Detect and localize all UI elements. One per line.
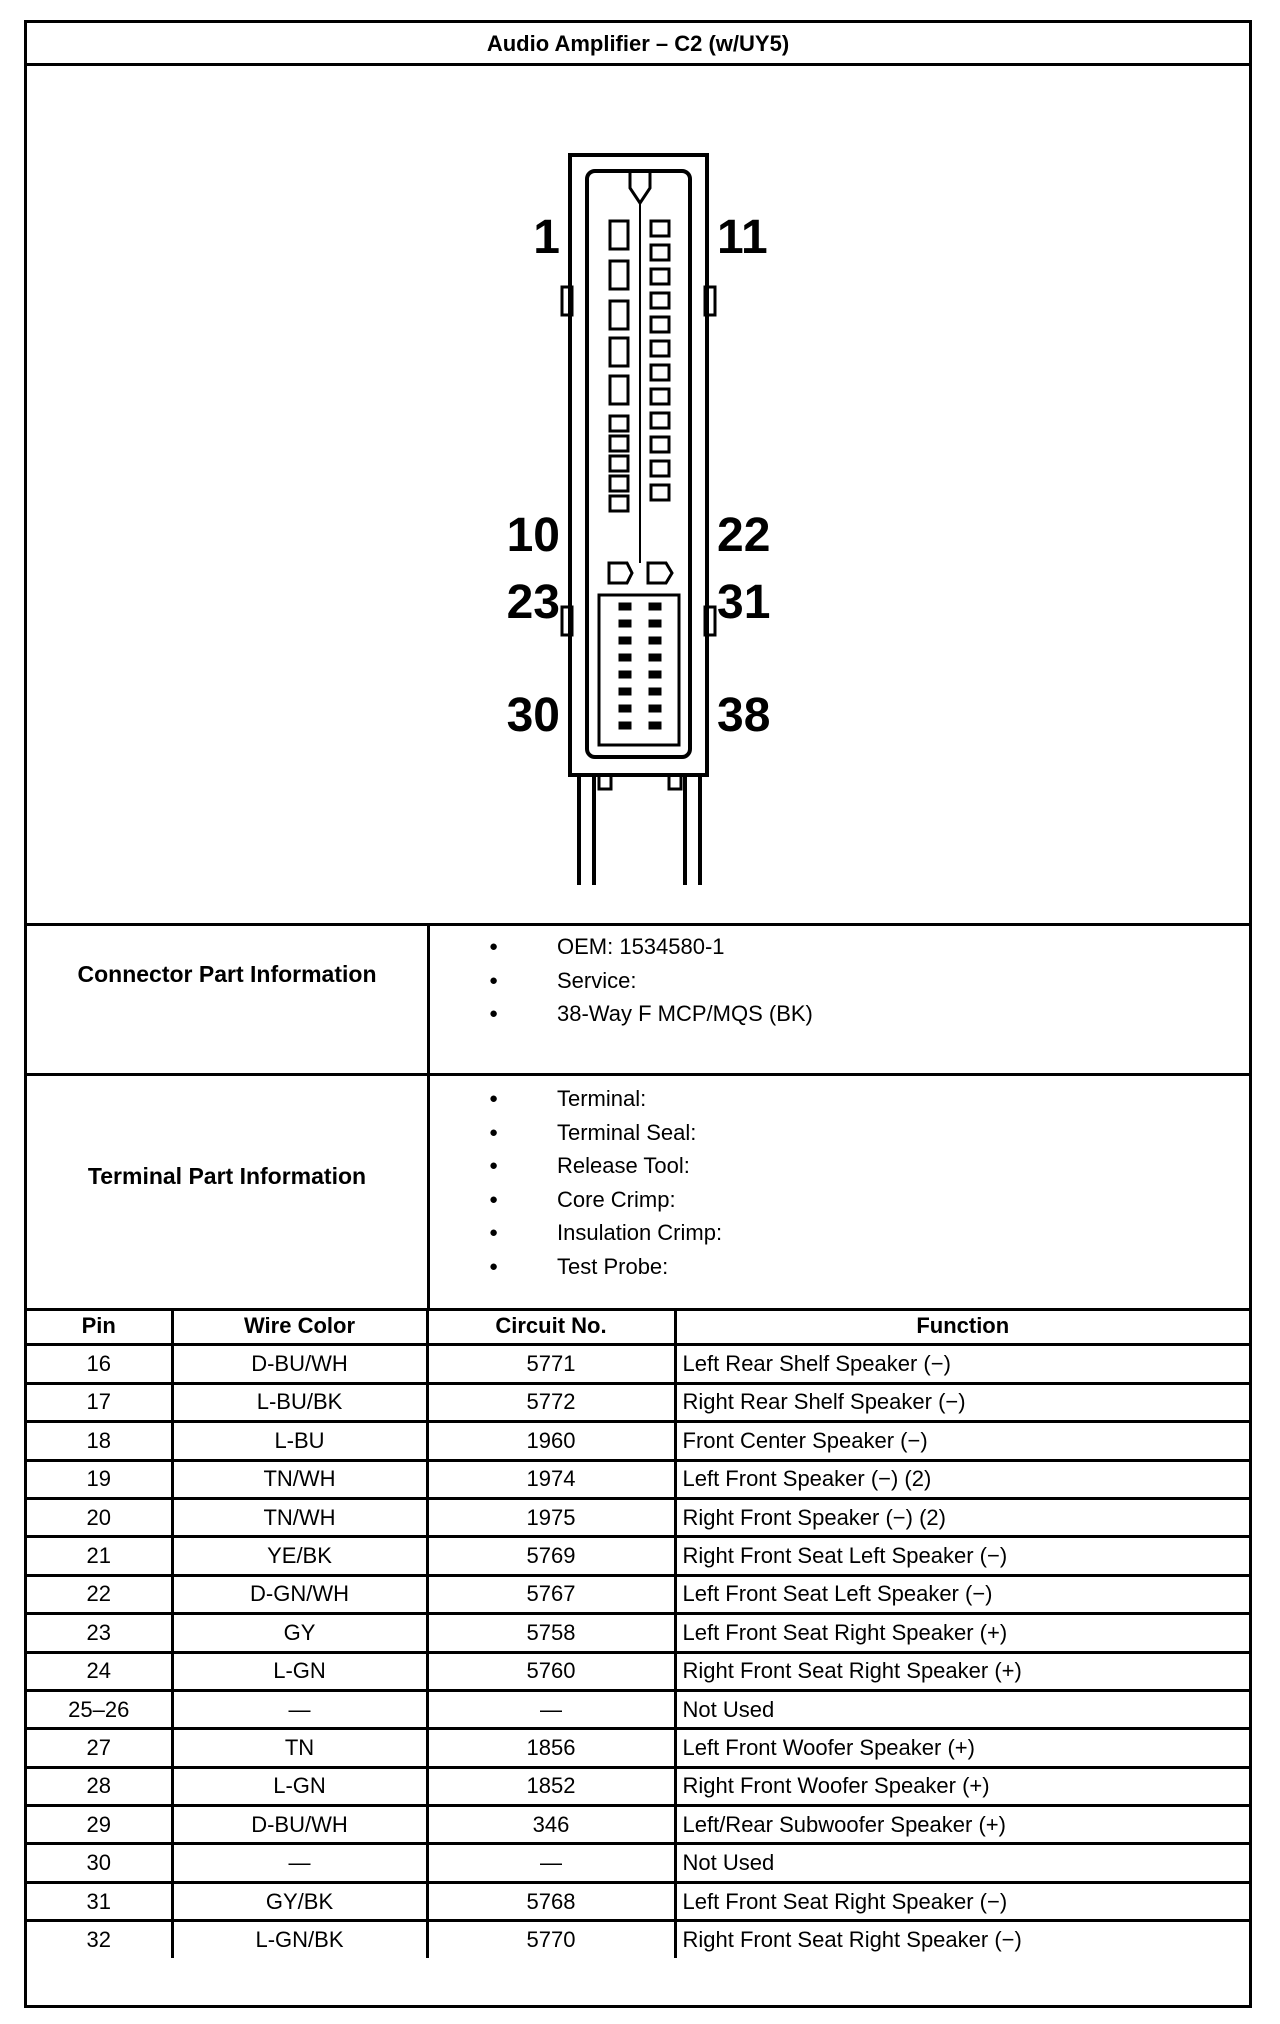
- pin-label-11: 11: [717, 211, 768, 264]
- cavity: [610, 416, 628, 431]
- wire-color-cell: L-BU/BK: [172, 1383, 427, 1421]
- pin-cell: 24: [27, 1652, 172, 1690]
- cavity: [651, 413, 669, 428]
- circuit-cell: 346: [427, 1806, 675, 1844]
- connector-info-list: [477, 930, 813, 1031]
- cavity: [649, 688, 661, 695]
- cavity: [651, 485, 669, 500]
- pin-header: Pin: [27, 1308, 172, 1345]
- cavity: [619, 722, 631, 729]
- function-header: Function: [675, 1308, 1249, 1345]
- table-row: [27, 1614, 1249, 1652]
- function-cell: Left Front Seat Right Speaker (−): [675, 1882, 1249, 1920]
- pin-label-22: 22: [717, 509, 771, 562]
- pin-cell: 21: [27, 1537, 172, 1575]
- cavity: [610, 496, 628, 511]
- pin-cell: 25–26: [27, 1690, 172, 1728]
- cavity: [619, 705, 631, 712]
- pin-cell: 16: [27, 1345, 172, 1383]
- circuit-cell: 5771: [427, 1345, 675, 1383]
- info-bullet-item: ● Test Probe:: [477, 1250, 722, 1284]
- table-row: [27, 1921, 1249, 1958]
- info-bullet-item: ● Terminal:: [477, 1082, 722, 1116]
- pin-cell: 18: [27, 1422, 172, 1460]
- cavity: [651, 341, 669, 356]
- connector-drawing: [27, 63, 1249, 923]
- divider: [27, 923, 1249, 926]
- info-bullet-item: ● Core Crimp:: [477, 1183, 722, 1217]
- table-row: [27, 1729, 1249, 1767]
- info-bullet-item: ● OEM: 1534580-1: [477, 930, 813, 964]
- cavity: [649, 722, 661, 729]
- cavity: [651, 269, 669, 284]
- cavity: [651, 437, 669, 452]
- table-row: [27, 1422, 1249, 1460]
- table-row: [27, 1575, 1249, 1613]
- circuit-cell: 1974: [427, 1460, 675, 1498]
- cavity: [610, 476, 628, 491]
- function-cell: Left Front Speaker (−) (2): [675, 1460, 1249, 1498]
- table-row: [27, 1882, 1249, 1920]
- pin-label-30: 30: [506, 689, 560, 742]
- pin-cell: 23: [27, 1614, 172, 1652]
- pin-cell: 28: [27, 1767, 172, 1805]
- table-row: [27, 1498, 1249, 1536]
- pin-table: [27, 1308, 1249, 1958]
- function-cell: Right Front Seat Right Speaker (−): [675, 1921, 1249, 1958]
- wire-color-cell: D-GN/WH: [172, 1575, 427, 1613]
- circuit-cell: 5760: [427, 1652, 675, 1690]
- cavity: [651, 245, 669, 260]
- cavity: [619, 654, 631, 661]
- circuit-cell: —: [427, 1690, 675, 1728]
- function-cell: Left Rear Shelf Speaker (−): [675, 1345, 1249, 1383]
- circuit-cell: 5772: [427, 1383, 675, 1421]
- cavity: [619, 688, 631, 695]
- cavity: [651, 389, 669, 404]
- function-cell: Not Used: [675, 1690, 1249, 1728]
- table-row: [27, 1383, 1249, 1421]
- pin-label-10: 10: [506, 509, 560, 562]
- function-cell: Left/Rear Subwoofer Speaker (+): [675, 1806, 1249, 1844]
- info-bullet-item: ● Terminal Seal:: [477, 1116, 722, 1150]
- cavity: [619, 637, 631, 644]
- wire-color-cell: YE/BK: [172, 1537, 427, 1575]
- function-cell: Right Front Seat Right Speaker (+): [675, 1652, 1249, 1690]
- cavity: [649, 603, 661, 610]
- cavity: [610, 261, 628, 289]
- wire-color-cell: L-GN/BK: [172, 1921, 427, 1958]
- function-cell: Right Rear Shelf Speaker (−): [675, 1383, 1249, 1421]
- circuit-cell: 1960: [427, 1422, 675, 1460]
- table-row: [27, 1806, 1249, 1844]
- circuit-cell: 5768: [427, 1882, 675, 1920]
- pin-cell: 31: [27, 1882, 172, 1920]
- cavity: [649, 705, 661, 712]
- cavity: [610, 376, 628, 404]
- connector-housing: [562, 155, 715, 885]
- cavity: [649, 671, 661, 678]
- circuit-cell: 5758: [427, 1614, 675, 1652]
- table-row: [27, 1460, 1249, 1498]
- function-cell: Front Center Speaker (−): [675, 1422, 1249, 1460]
- cavity: [651, 293, 669, 308]
- pin-cell: 19: [27, 1460, 172, 1498]
- cavity: [649, 637, 661, 644]
- table-row: [27, 1652, 1249, 1690]
- wire-color-cell: GY/BK: [172, 1882, 427, 1920]
- connector-sheet: [24, 20, 1252, 2008]
- function-cell: Left Front Woofer Speaker (+): [675, 1729, 1249, 1767]
- cavity: [619, 603, 631, 610]
- wire-color-cell: TN: [172, 1729, 427, 1767]
- pin-cell: 22: [27, 1575, 172, 1613]
- cavity: [651, 365, 669, 380]
- cavity: [619, 620, 631, 627]
- circuit-cell: 5769: [427, 1537, 675, 1575]
- table-header-row: [27, 1308, 1249, 1345]
- cavity: [649, 654, 661, 661]
- circuit-header: Circuit No.: [427, 1308, 675, 1345]
- pin-cell: 32: [27, 1921, 172, 1958]
- circuit-cell: 1975: [427, 1498, 675, 1536]
- cavity: [651, 317, 669, 332]
- wire-color-cell: L-GN: [172, 1767, 427, 1805]
- cavity: [649, 620, 661, 627]
- wire-color-cell: —: [172, 1690, 427, 1728]
- wire-color-cell: TN/WH: [172, 1498, 427, 1536]
- pin-cell: 30: [27, 1844, 172, 1882]
- wire-color-cell: TN/WH: [172, 1460, 427, 1498]
- circuit-cell: 1852: [427, 1767, 675, 1805]
- circuit-cell: 5770: [427, 1921, 675, 1958]
- table-row: [27, 1767, 1249, 1805]
- pin-cell: 27: [27, 1729, 172, 1767]
- pin-cell: 17: [27, 1383, 172, 1421]
- function-cell: Left Front Seat Right Speaker (+): [675, 1614, 1249, 1652]
- divider: [27, 1073, 1249, 1076]
- pin-label-31: 31: [717, 576, 771, 629]
- table-row: [27, 1690, 1249, 1728]
- cavity: [610, 301, 628, 329]
- wire-color-cell: —: [172, 1844, 427, 1882]
- function-cell: Left Front Seat Left Speaker (−): [675, 1575, 1249, 1613]
- wire-color-cell: D-BU/WH: [172, 1806, 427, 1844]
- function-cell: Right Front Seat Left Speaker (−): [675, 1537, 1249, 1575]
- table-row: [27, 1537, 1249, 1575]
- function-cell: Right Front Woofer Speaker (+): [675, 1767, 1249, 1805]
- info-bullet-item: ● Release Tool:: [477, 1149, 722, 1183]
- cavity: [651, 461, 669, 476]
- circuit-cell: 1856: [427, 1729, 675, 1767]
- connector-info-label: Connector Part Information: [77, 961, 377, 987]
- pin-cell: 29: [27, 1806, 172, 1844]
- cavity: [610, 221, 628, 249]
- table-row: [27, 1844, 1249, 1882]
- wire-color-cell: GY: [172, 1614, 427, 1652]
- terminal-info-label: Terminal Part Information: [87, 1163, 367, 1189]
- circuit-cell: —: [427, 1844, 675, 1882]
- terminal-info-list: [477, 1082, 722, 1283]
- info-bullet-item: ● Insulation Crimp:: [477, 1216, 722, 1250]
- cavity: [610, 436, 628, 451]
- cavity: [610, 338, 628, 366]
- cavity: [619, 671, 631, 678]
- pin-cell: 20: [27, 1498, 172, 1536]
- pin-label-1: 1: [533, 211, 560, 264]
- connector-diagram: [27, 63, 1249, 923]
- divider: [427, 923, 430, 1308]
- pin-label-23: 23: [506, 576, 560, 629]
- info-bullet-item: ● Service:: [477, 964, 813, 998]
- cavity: [651, 221, 669, 236]
- circuit-cell: 5767: [427, 1575, 675, 1613]
- wire-color-cell: L-GN: [172, 1652, 427, 1690]
- cavity: [610, 456, 628, 471]
- table-row: [27, 1345, 1249, 1383]
- info-bullet-item: ● 38-Way F MCP/MQS (BK): [477, 997, 813, 1031]
- wire-color-cell: L-BU: [172, 1422, 427, 1460]
- terminal-cavities-lower: [619, 603, 661, 729]
- pin-label-38: 38: [717, 689, 771, 742]
- wire-color-cell: D-BU/WH: [172, 1345, 427, 1383]
- page-title: Audio Amplifier – C2 (w/UY5): [486, 31, 790, 56]
- wire-color-header: Wire Color: [172, 1308, 427, 1345]
- function-cell: Right Front Speaker (−) (2): [675, 1498, 1249, 1536]
- function-cell: Not Used: [675, 1844, 1249, 1882]
